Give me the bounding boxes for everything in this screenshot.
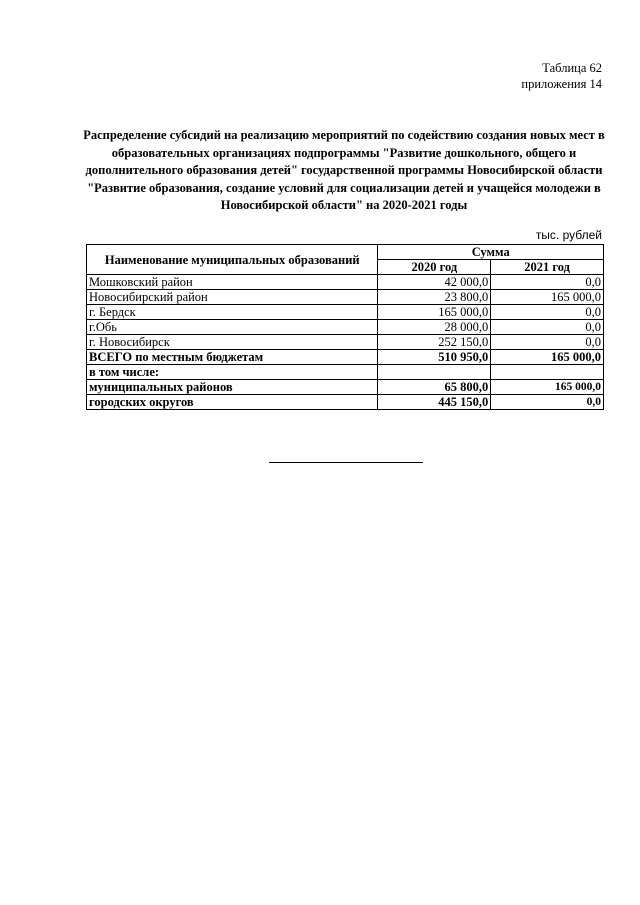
row-value-2020: 23 800,0 [378, 290, 491, 305]
row-value-2021: 165 000,0 [491, 290, 604, 305]
row-value-2021 [491, 365, 604, 380]
table-row [87, 320, 604, 335]
appendix-number: приложения 14 [521, 77, 602, 91]
row-value-2020: 165 000,0 [378, 305, 491, 320]
row-name: г. Новосибирск [87, 335, 378, 350]
column-header-2021: 2021 год [491, 260, 604, 275]
table-subheading-row [87, 365, 604, 380]
unit-label: тыс. рублей [535, 228, 602, 242]
row-name: городских округов [87, 395, 378, 410]
table-row [87, 275, 604, 290]
table-row [87, 290, 604, 305]
row-value-2021: 0,0 [491, 275, 604, 290]
table-reference [521, 60, 602, 92]
column-header-name: Наименование муниципальных образований [87, 245, 378, 275]
table-header-row [87, 245, 604, 260]
row-value-2021: 165 000,0 [491, 350, 604, 365]
column-header-2020: 2020 год [378, 260, 491, 275]
document-title: Распределение субсидий на реализацию мероприятий по содействию создания новых мест в образовательных организациях подпрограммы "Развитие дошкольного, общего и дополнительного образования детей" государственной программы Новосибирской области "Развитие образования, создание условий для социализации детей и учащейся молодежи в Новосибирской области" на 2020-2021 годы [83, 128, 605, 212]
column-header-sum: Сумма [378, 245, 604, 260]
row-value-2021: 0,0 [491, 320, 604, 335]
row-name: Мошковский район [87, 275, 378, 290]
row-name: ВСЕГО по местным бюджетам [87, 350, 378, 365]
closing-line [269, 462, 423, 463]
row-value-2020: 65 800,0 [378, 380, 491, 395]
table-number: Таблица 62 [542, 61, 602, 75]
row-value-2021: 165 000,0 [491, 380, 604, 395]
subsidy-table [86, 244, 604, 410]
row-value-2020: 510 950,0 [378, 350, 491, 365]
table-row [87, 335, 604, 350]
row-name: г.Обь [87, 320, 378, 335]
row-name: г. Бердск [87, 305, 378, 320]
row-value-2021: 0,0 [491, 305, 604, 320]
row-value-2020: 445 150,0 [378, 395, 491, 410]
row-name: Новосибирский район [87, 290, 378, 305]
row-name: в том числе: [87, 365, 378, 380]
row-value-2021: 0,0 [491, 335, 604, 350]
row-value-2021: 0,0 [491, 395, 604, 410]
table-subtotal-row [87, 395, 604, 410]
table-subtotal-row [87, 380, 604, 395]
row-value-2020: 42 000,0 [378, 275, 491, 290]
row-name: муниципальных районов [87, 380, 378, 395]
table-row [87, 305, 604, 320]
row-value-2020: 28 000,0 [378, 320, 491, 335]
row-value-2020: 252 150,0 [378, 335, 491, 350]
row-value-2020 [378, 365, 491, 380]
table-total-row [87, 350, 604, 365]
